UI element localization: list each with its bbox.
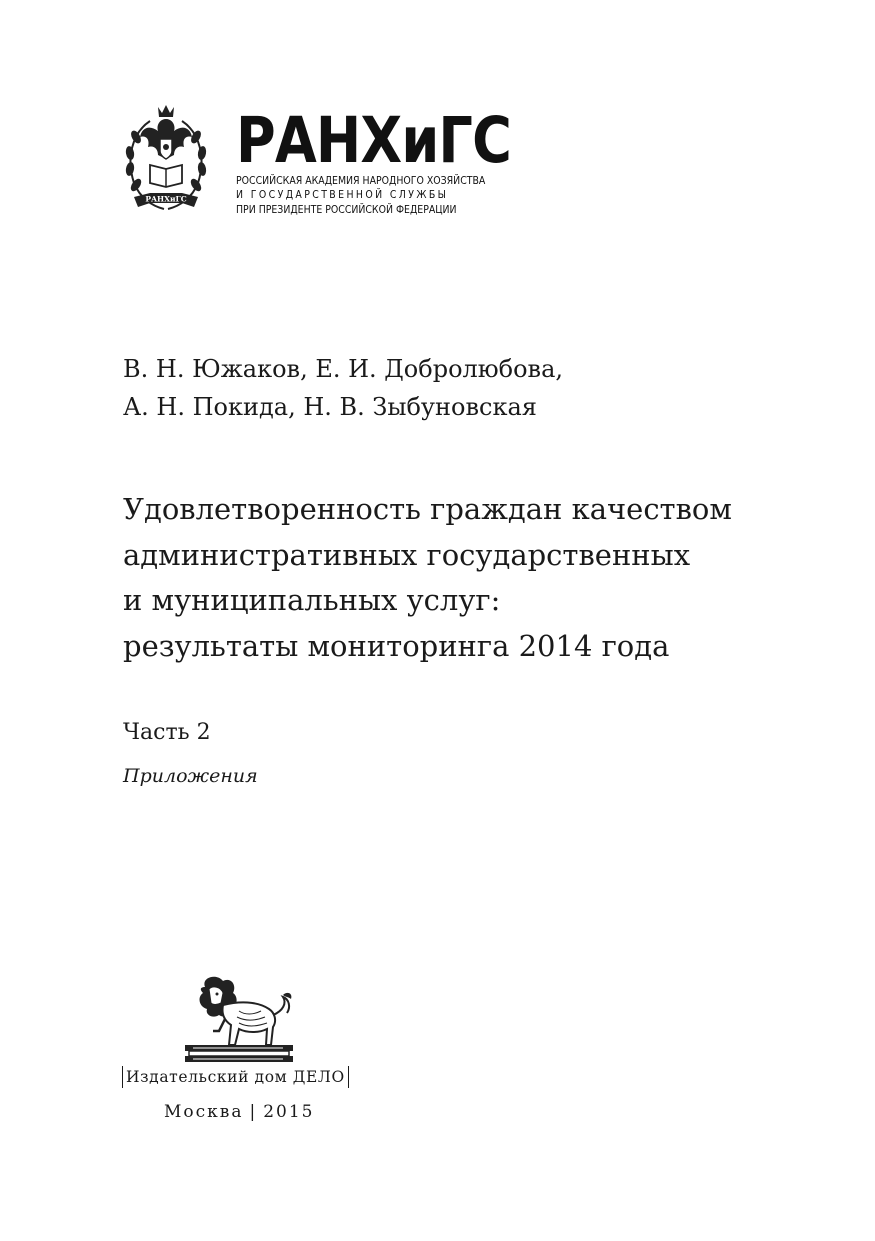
double-headed-eagle-emblem-icon xyxy=(120,103,212,219)
authors xyxy=(123,350,563,426)
emblem-ribbon-text: РАНХиГС xyxy=(145,194,187,204)
imprint xyxy=(164,1100,315,1124)
brand-subtitle-line-3: ПРИ ПРЕЗИДЕНТЕ РОССИЙСКОЙ ФЕДЕРАЦИИ xyxy=(236,204,457,216)
imprint-separator: | xyxy=(249,1102,258,1122)
imprint-year: 2015 xyxy=(263,1102,315,1122)
brand-name: РАНХиГС xyxy=(236,104,511,177)
brand-logo xyxy=(236,104,556,217)
brand-subtitle-line-2: И ГОСУДАРСТВЕННОЙ СЛУЖБЫ xyxy=(236,190,449,202)
part-number: Часть 2 xyxy=(123,720,211,745)
title-line: и муниципальных услуг: xyxy=(123,583,501,617)
publisher-name: Издательский дом ДЕЛО xyxy=(122,1066,349,1088)
part-subtitle: Приложения xyxy=(123,765,258,787)
imprint-city: Москва xyxy=(164,1102,244,1122)
title-line: результаты мониторинга 2014 года xyxy=(123,628,670,663)
authors-line: А. Н. Покида, Н. В. Зыбуновская xyxy=(123,393,537,421)
authors-line: В. Н. Южаков, Е. И. Добролюбова, xyxy=(123,355,564,383)
brand-subtitle-line-1: РОССИЙСКАЯ АКАДЕМИЯ НАРОДНОГО ХОЗЯЙСТВА xyxy=(236,176,486,187)
book-title xyxy=(123,487,732,669)
title-line: Удовлетворенность граждан качеством xyxy=(123,492,732,526)
lion-icon xyxy=(183,975,298,1065)
title-line: административных государственных xyxy=(123,537,691,572)
